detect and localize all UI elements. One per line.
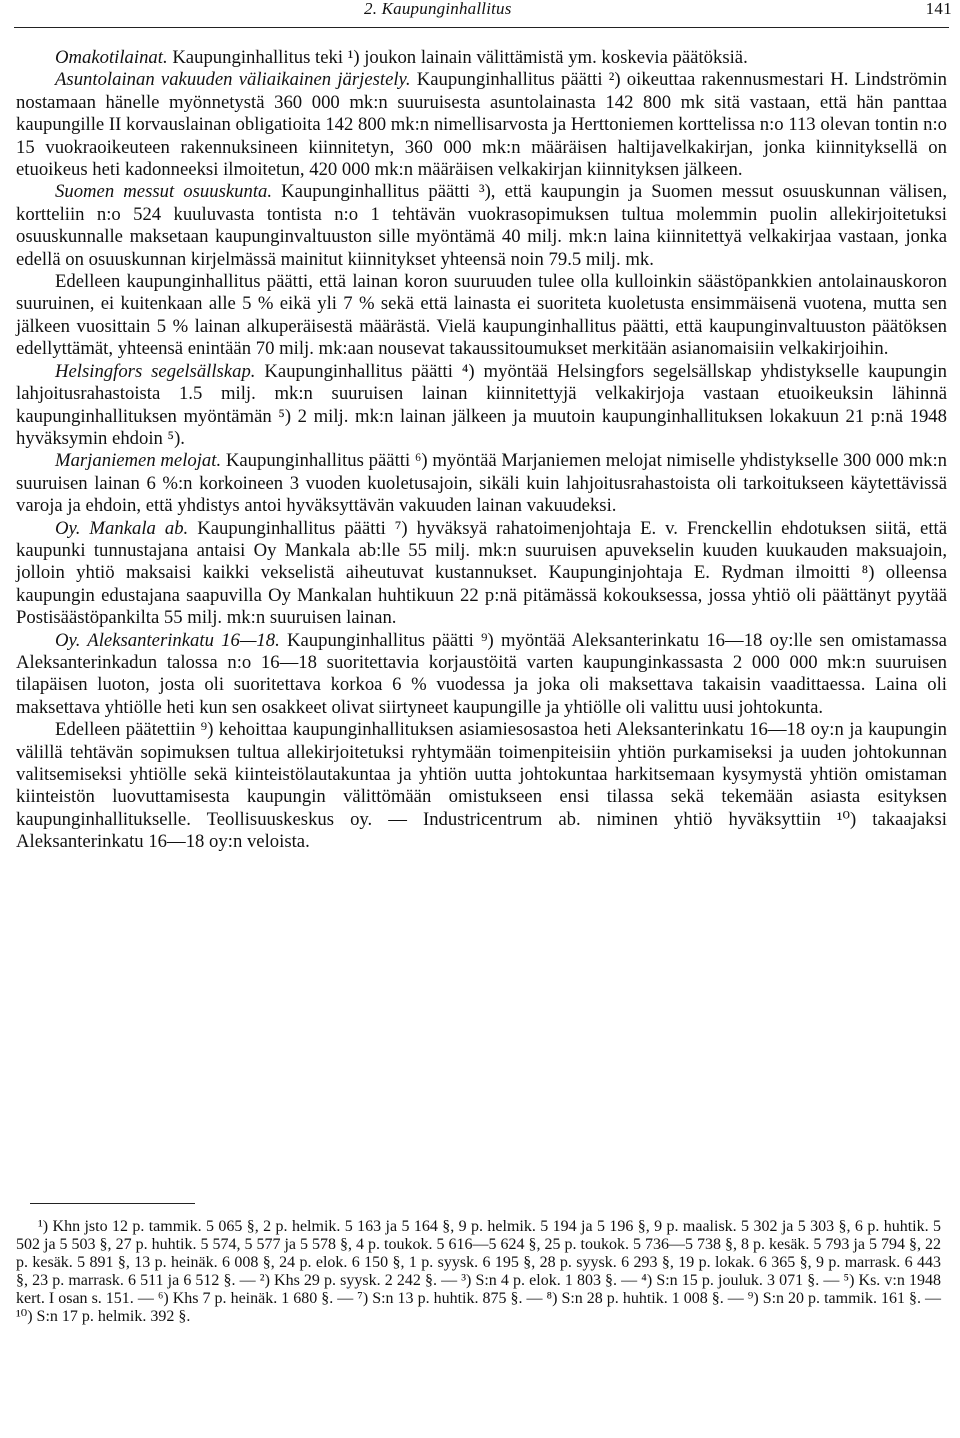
paragraph-text: Kaupunginhallitus päätti ³), että kaupungin ja Suomen messut osuuskunnan välisen, kortteliin n:o 524 kuuluvasta tontista n:o 1 tehtävän vuokrasopimuksen tultua molemmin puolin allekirjoitetuksi osuuskunnalle maksetaan kaupunginvaltuuston sille myöntämä 40 milj. mk:n laina kiinnitettyä velkakirjaa vastaan, jonka edellä on osuuskunnan kirjelmässä mainitut kiinnitykset yhteensä noin 79.5 milj. mk. [16, 181, 947, 270]
paragraph-marjaniemen-melojat [16, 450, 947, 517]
paragraph-aleksanterinkatu [16, 630, 947, 720]
paragraph-text: Kaupunginhallitus päätti ²) oikeuttaa rakennusmestari H. Lindströmin nostamaan hänelle myönnetystä 360 000 mk:n suuruisesta asuntolainasta 142 800 mk sitä vastaan, että hän panttaa kaupungille II korvauslainan obligatioita 142 800 mk:n nimellisarvosta ja Herttoniemen korttelissa n:o 113 olevan tontin n:o 15 vuokraoikeuteen rakennuksineen kiinnitetyn, 360 000 mk:n määräisen haltijavelkakirjan, jonka kiinnityksellä on etuoikeus heti kadonneeksi ilmoitetun, 420 000 mk:n määräisen velkakirjan kiinnityksen jälkeen. [16, 69, 947, 181]
paragraph-text: Kaupunginhallitus teki ¹) joukon lainain välittämistä ym. koskevia päätöksiä. [167, 47, 748, 68]
paragraph-text: Edelleen kaupunginhallitus päätti, että lainan koron suuruuden tulee olla kulloinkin säästöpankkien antolainauskoron suuruinen, ei kuitenkaan alle 5 % eikä yli 7 % sekä että lainasta ei suoriteta kuoletusta ensimmäisenä vuotena, mutta sen jälkeen vuosittain 5 % lainan alkuperäisestä määrästä. Vielä kaupunginhallitus päätti, että kaupunginvaltuuston päätöksen edellyttämät, yhteensä enintään 70 milj. mk:aan nousevat takaussitoumukset merkitään asianomaisiin velkakirjoihin. [16, 271, 947, 360]
paragraph-edelleen-paatettiin [16, 719, 947, 853]
paragraph-lead: Asuntolainan vakuuden väliaikainen järjestely. [55, 69, 411, 91]
paragraph-edelleen-korko [16, 271, 947, 361]
footnote-text: ¹) Khn jsto 12 p. tammik. 5 065 §, 2 p. helmik. 5 163 ja 5 164 §, 9 p. helmik. 5 194 ja 5 196 §, 9 p. maalisk. 5 302 ja 5 303 §, 6 p. huhtik. 5 502 ja 5 503 §, 27 p. huhtik. 5 574, 5 577 ja 5 578 §, 4 p. toukok. 5 616—5 624 §, 25 p. toukok. 5 736—5 738 §, 8 p. kesäk. 5 793 ja 5 794 §, 22 p. kesäk. 5 891 §, 13 p. heinäk. 6 008 §, 24 p. elok. 6 150 §, 1 p. syysk. 6 195 §, 28 p. syysk. 6 293 §, 19 p. lokak. 6 365 §, 9 p. marrask. 6 443 §, 23 p. marrask. 6 511 ja 6 512 §. — ²) Khs 29 p. syysk. 2 242 §. — ³) S:n 4 p. elok. 1 803 §. — ⁴) S:n 15 p. jouluk. 3 071 §. — ⁵) Ks. v:n 1948 kert. I osan s. 151. — ⁶) Khs 7 p. heinäk. 1 680 §. — ⁷) S:n 13 p. huhtik. 875 §. — ⁸) S:n 28 p. huhtik. 1 008 §. — ⁹) S:n 20 p. tammik. 161 §. — ¹⁰) S:n 17 p. helmik. 392 §. [16, 1218, 941, 1325]
paragraph-text: Kaupunginhallitus päätti ⁷) hyväksyä rahatoimenjohtaja E. v. Frenckellin ehdotuksen siitä, että kaupunki tunnustajana antaisi Oy Mankala ab:lle 55 milj. mk:n suuruisen apuvekselin kuuden kuukauden maksuajoin, jolloin yhtiö maksaisi kaikki vekselistä aiheutuvat kustannukset. Kaupunginjohtaja E. Rydman ilmoitti ⁸) olleensa kaupungin edustajana saapuvilla Oy Mankalan huhtikuun 22 p:nä pitämässä kokouksessa, jossa yhtiö oli päättänyt pyytää Postisäästöpankilta 55 milj. mk:n suuruisen lainan. [16, 517, 948, 629]
header-rule [14, 27, 949, 28]
paragraph-lead: Oy. Mankala ab. [55, 517, 189, 539]
paragraph-lead: Marjaniemen melojat. [55, 450, 222, 472]
footnotes [16, 1218, 941, 1325]
paragraph-text: Kaupunginhallitus päätti ⁹) myöntää Aleksanterinkatu 16—18 oy:lle sen omistamassa Aleksanterinkadun talossa n:o 16—18 suoritettavia korjaustöitä varten kaupunginkassasta 2 000 000 mk:n suuruisen tilapäisen luoton, josta oli suoritettava korkoa 6 % vuodessa ja joka oli maksettava takaisin vaadittaessa. Laina oli maksettava yhtiölle heti kun sen osakkeet olivat siirtyneet kaupungille ja yhtiölle oli valittu uusi johtokunta. [16, 629, 947, 718]
paragraph-helsingfors-segelsallskap [16, 361, 947, 451]
body-text [16, 47, 947, 854]
paragraph-lead: Oy. Aleksanterinkatu 16—18. [55, 629, 280, 651]
paragraph-oy-mankala [16, 518, 947, 630]
paragraph-text: Kaupunginhallitus päätti ⁴) myöntää Helsingfors segelsällskap yhdistykselle kaupungin lahjoitusrahastoista 1.5 milj. mk:n suuruisen lainan kiinnitettyjä velkakirjoja vastaan etuoikeuksin lähinnä kaupunginhallituksen myöntämän ⁵) 2 milj. mk:n lainan jälkeen ja muutoin kaupunginhallituksen lokakuun 21 p:nä 1948 hyväksymin ehdoin ⁵). [16, 360, 947, 449]
paragraph-text: Kaupunginhallitus päätti ⁶) myöntää Marjaniemen melojat nimiselle yhdistykselle 300 000 mk:n suuruisen lainan 6 %:n korkoineen 3 vuoden kuoletusajoin, sikäli kuin lahjoitusrahastoista oli tarkoitukseen käytettävissä varoja ja ehdoin, että yhdistys antoi hyväksyttävän vakuuden lainan vakuudeksi. [16, 450, 947, 517]
page-header [0, 0, 960, 22]
paragraph-lead: Omakotilainat. [55, 47, 168, 68]
paragraph-lead: Helsingfors segelsällskap. [55, 360, 256, 382]
paragraph-omakotilainat [16, 47, 947, 69]
page-number: 141 [925, 0, 952, 18]
paragraph-asuntolainan-vakuus [16, 69, 947, 181]
paragraph-suomen-messut [16, 181, 947, 271]
running-title: 2. Kaupunginhallitus [364, 0, 512, 18]
footnote-rule [30, 1203, 195, 1204]
paragraph-text: Edelleen päätettiin ⁹) kehoittaa kaupunginhallituksen asiamiesosastoa heti Aleksanterinkatu 16—18 oy:n ja kaupungin välillä tehtävän sopimuksen tultua allekirjoitetuksi ryhtymään toimenpiteisiin yhtiön purkamiseksi ja uuden johtokunnan valitsemiseksi yhtiölle sekä kiinteistölautakuntaa ja yhtiön uutta johtokuntaa harkitsemaan kysymystä yhtiön omistaman kiinteistön luovuttamisesta kaupungin välittömään omistukseen ensi tilassa sekä tekemään asiasta esityksen kaupunginhallitukselle. Teollisuuskeskus oy. — Industricentrum ab. niminen yhtiö hyväksyttiin ¹⁰) takaajaksi Aleksanterinkatu 16—18 oy:n veloista. [16, 719, 947, 853]
paragraph-lead: Suomen messut osuuskunta. [55, 181, 273, 203]
